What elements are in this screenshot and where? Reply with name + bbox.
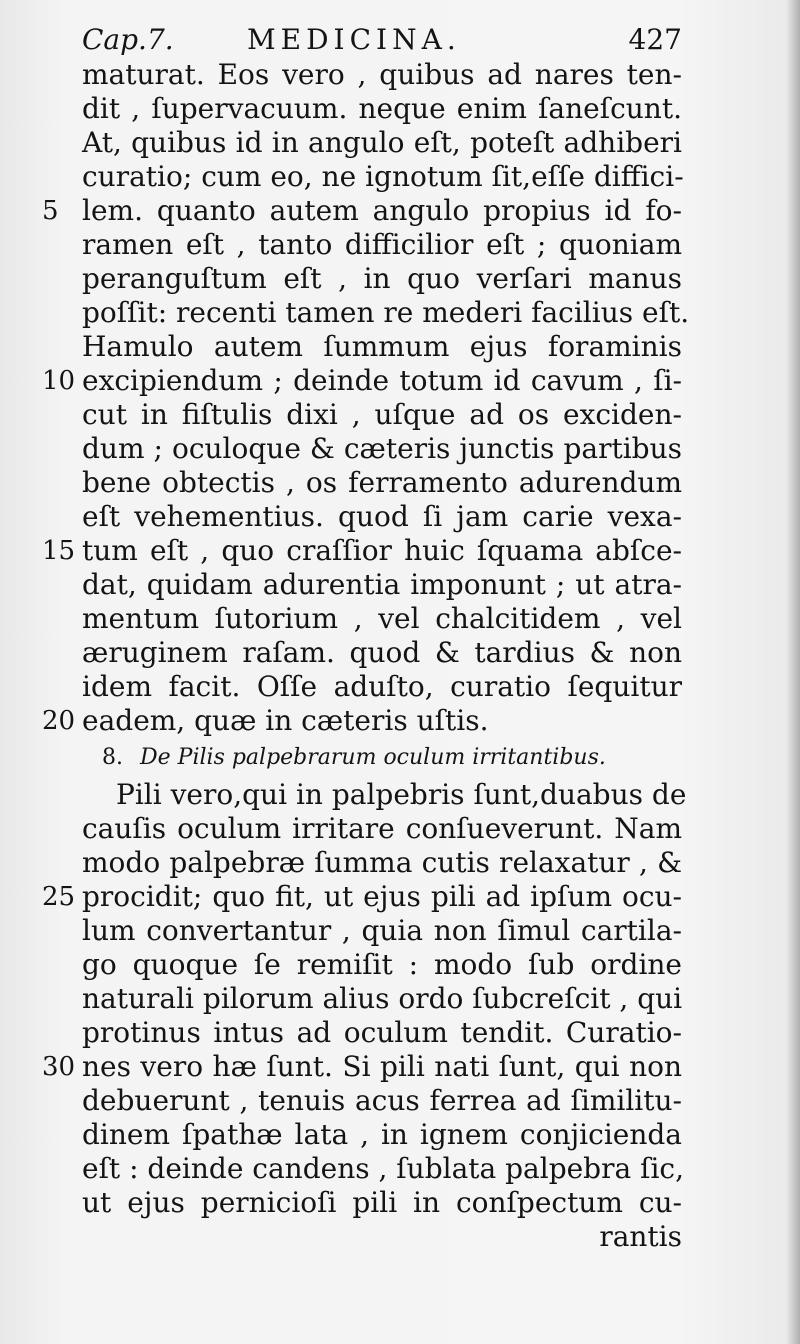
text-line: go quoque ſe remiſit : modo ſub ordine xyxy=(82,948,682,981)
catchword: rantis xyxy=(599,1220,682,1253)
paragraph-1 xyxy=(42,58,690,738)
section-number: 8. xyxy=(102,745,123,770)
text-line: eſt : deinde candens , ſublata palpebra ſic, xyxy=(82,1152,684,1185)
running-title: MEDICINA. xyxy=(247,23,461,56)
line-number: 10 xyxy=(42,366,76,396)
text-line: debuerunt , tenuis acus ferrea ad ſimilitu- xyxy=(82,1084,682,1117)
text-line: lum convertantur , quia non ſimul cartila- xyxy=(82,914,682,947)
page-number: 427 xyxy=(628,23,682,56)
line-text: procidit; quo fit, ut ejus pili ad ipſum ocu- xyxy=(82,880,682,913)
line-number: 30 xyxy=(42,1052,76,1082)
text-line xyxy=(42,704,682,738)
line-text: nes vero hæ ſunt. Si pili nati ſunt, qui non xyxy=(82,1050,682,1083)
line-text: eadem, quæ in cæteris uſtis. xyxy=(82,704,489,737)
text-line: mentum ſutorium , vel chalcitidem , vel xyxy=(82,602,682,635)
text-line: dum ; oculoque & cæteris junctis partibus xyxy=(82,432,682,465)
line-number: 15 xyxy=(42,536,76,566)
running-head: Cap.7. xyxy=(82,23,174,56)
text-line: poſſit: recenti tamen re mederi facilius eſt. xyxy=(82,296,690,329)
text-line: peranguſtum eſt , in quo verſari manus xyxy=(82,262,682,295)
line-text: excipiendum ; deinde totum id cavum , ſi- xyxy=(82,364,682,397)
line-number: 25 xyxy=(42,882,76,912)
line-number: 20 xyxy=(42,706,76,736)
text-block xyxy=(42,58,690,1254)
text-line: ut ejus pernicioſi pili in conſpectum cu- xyxy=(82,1186,682,1219)
text-line: naturali pilorum alius ordo ſubcreſcit , qui xyxy=(82,982,683,1015)
text-line: Hamulo autem ſummum ejus foraminis xyxy=(82,330,682,363)
text-line: cut in fiſtulis dixi , uſque ad os exciden- xyxy=(82,398,682,431)
paragraph-2 xyxy=(42,778,687,1254)
text-line xyxy=(42,194,682,228)
text-line: cauſis oculum irritare conſueverunt. Nam xyxy=(82,812,682,845)
text-line: eſt vehementius. quod ſi jam carie vexa- xyxy=(82,500,682,533)
line-text: lem. quanto autem angulo propius id fo- xyxy=(82,194,682,227)
text-line: At, quibus id in angulo eſt, poteſt adhiberi xyxy=(82,126,682,159)
section-title: De Pilis palpebrarum oculum irritantibus. xyxy=(140,745,606,770)
page-header xyxy=(82,20,682,60)
text-line: dat, quidam adurentia imponunt ; ut atra- xyxy=(82,568,682,601)
text-line: æruginem raſam. quod & tardius & non xyxy=(82,636,682,669)
text-line: protinus intus ad oculum tendit. Curatio- xyxy=(82,1016,682,1049)
line-text: tum eſt , quo craſſior huic ſquama abſce- xyxy=(82,534,682,567)
text-line: Pili vero,qui in palpebris ſunt,duabus de xyxy=(116,778,687,811)
text-line xyxy=(42,880,682,914)
text-line: ramen eſt , tanto difficilior eſt ; quoniam xyxy=(82,228,682,261)
text-line: modo palpebræ ſumma cutis relaxatur , & xyxy=(82,846,682,879)
text-line: maturat. Eos vero , quibus ad nares ten- xyxy=(82,58,682,91)
text-line: bene obtectis , os ferramento adurendum xyxy=(82,466,682,499)
section-heading xyxy=(82,738,682,778)
text-line: dit , ſupervacuum. neque enim ſaneſcunt. xyxy=(82,92,682,125)
text-line: dinem ſpathæ lata , in ignem conjicienda xyxy=(82,1118,682,1151)
text-line xyxy=(42,364,682,398)
text-line xyxy=(42,534,682,568)
text-line: curatio; cum eo, ne ignotum ſit,eſſe diffici- xyxy=(82,160,684,193)
page-edge-shadow xyxy=(786,0,800,1344)
text-line: idem facit. Oſſe aduſto, curatio ſequitur xyxy=(82,670,682,703)
line-number: 5 xyxy=(42,196,59,226)
text-line xyxy=(42,1050,682,1084)
